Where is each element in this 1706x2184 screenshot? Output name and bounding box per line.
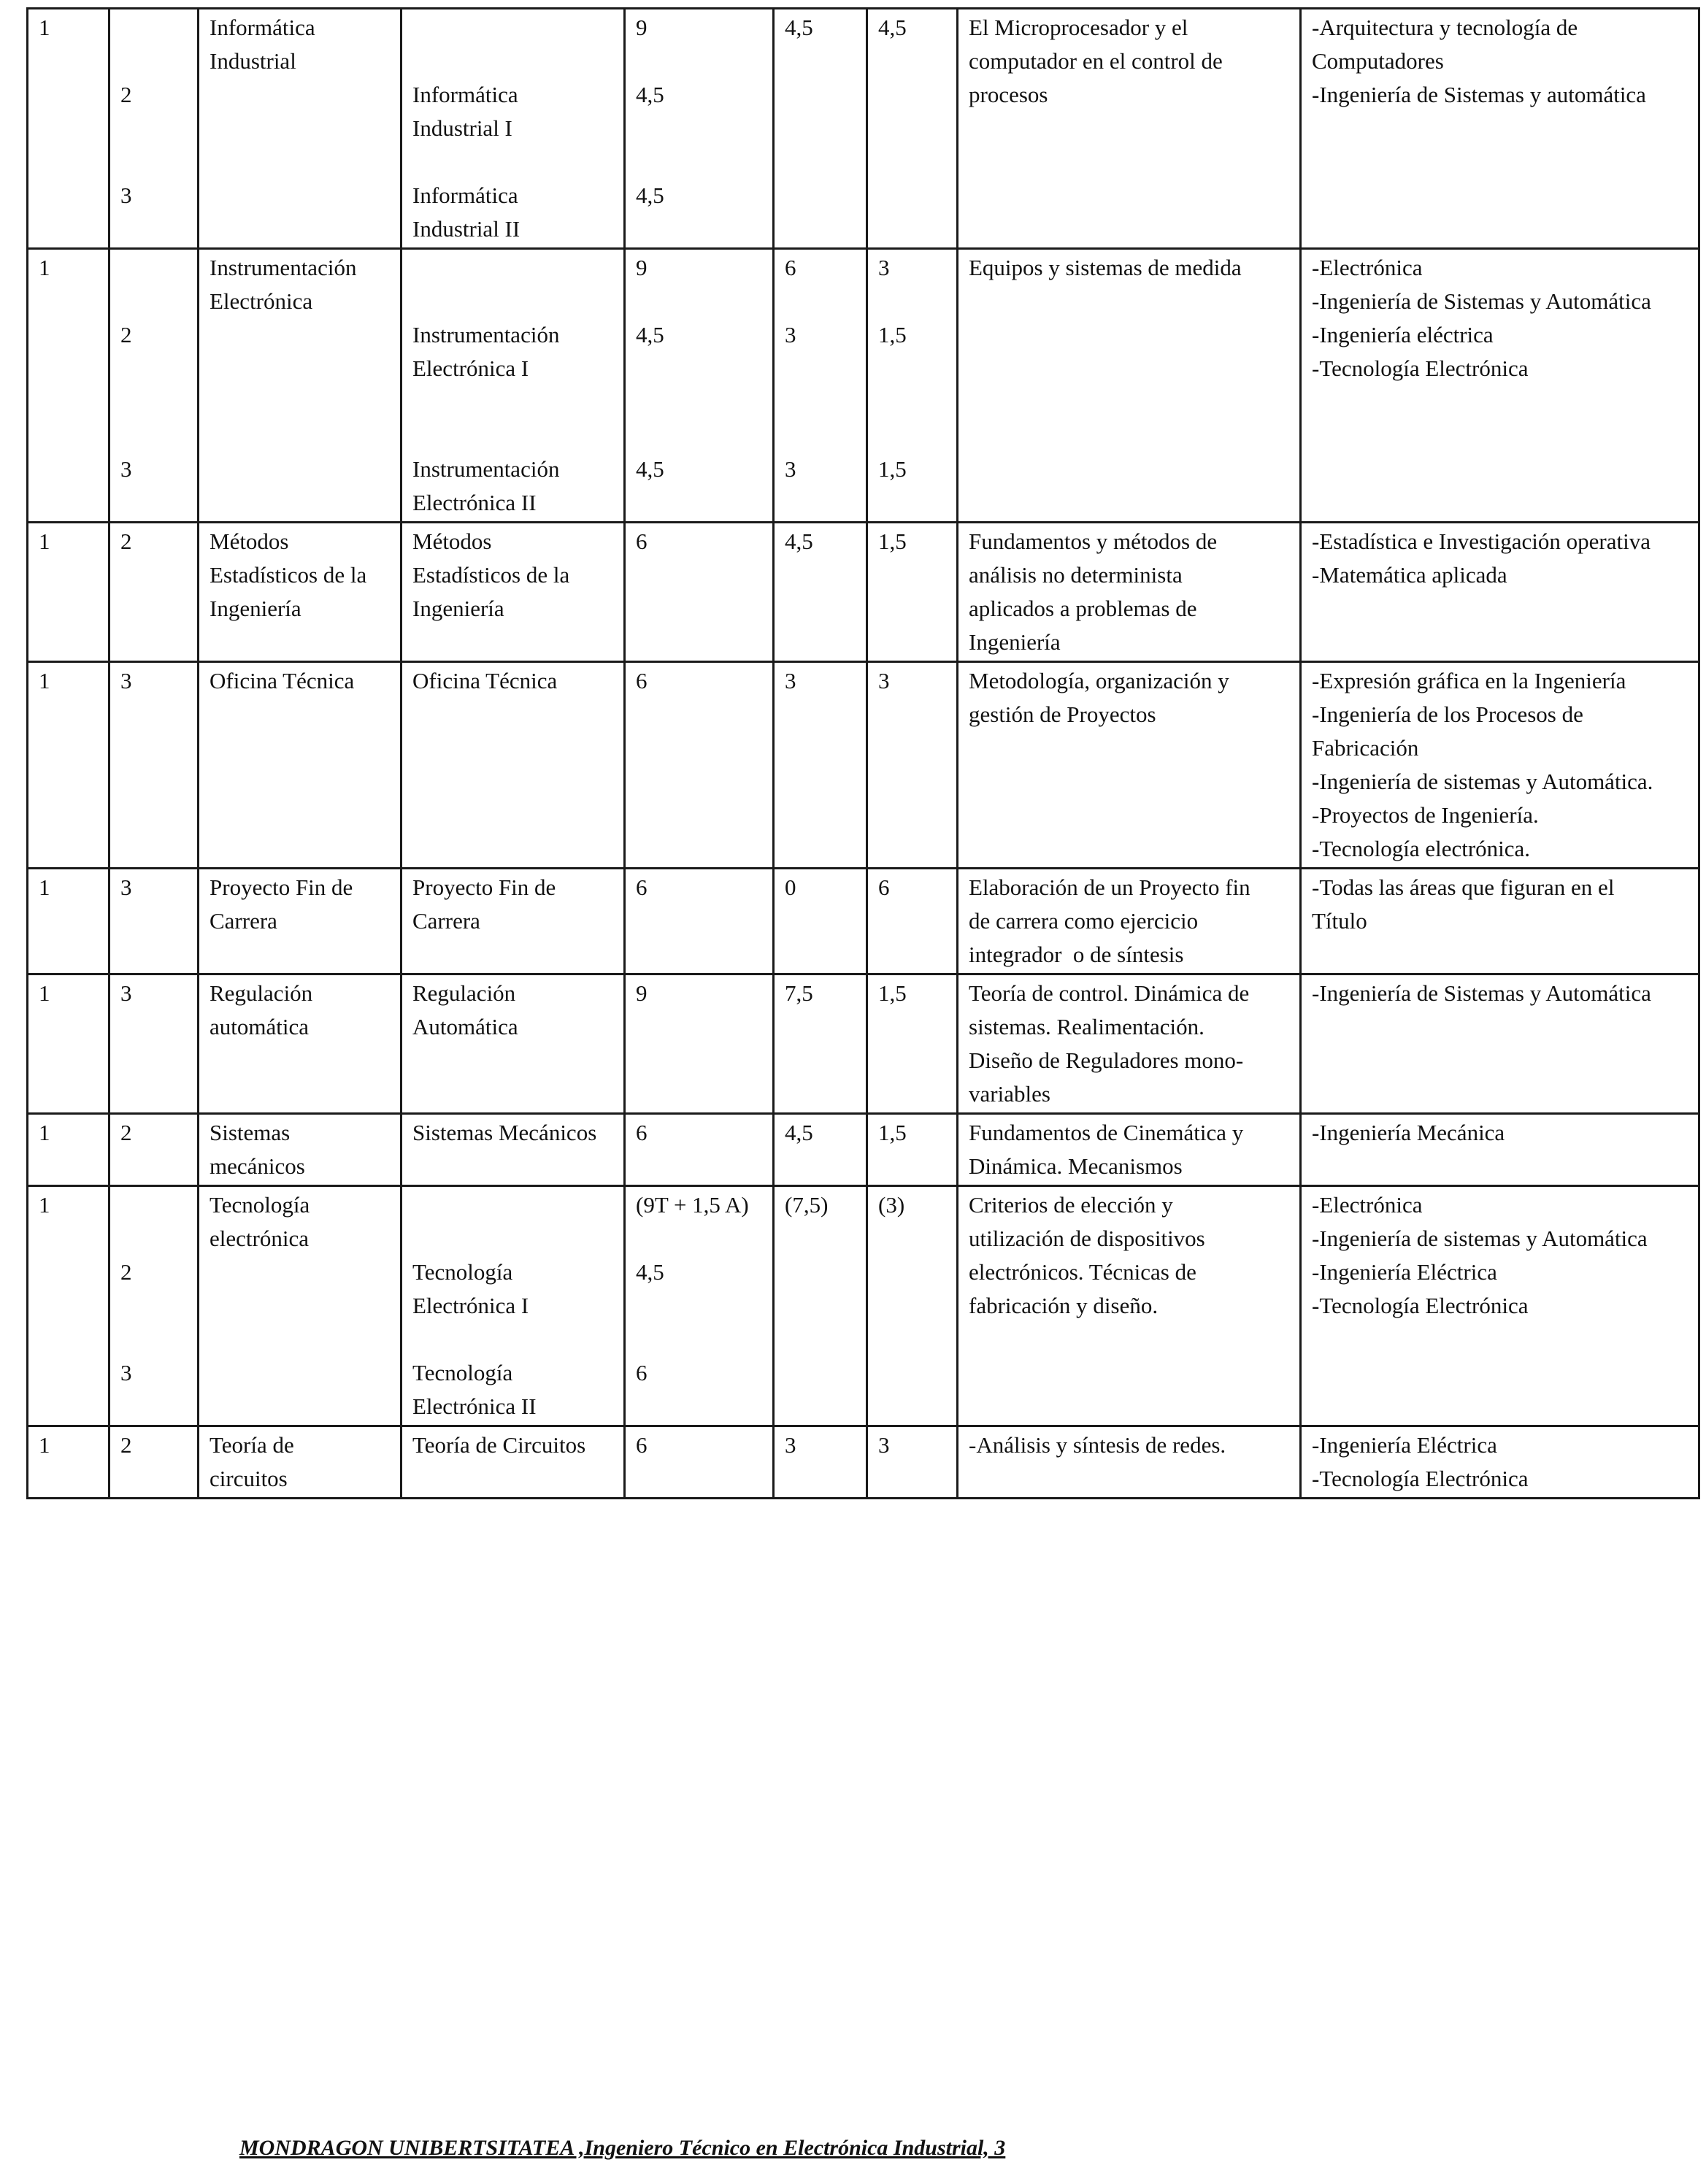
cell-text-line — [636, 45, 762, 78]
subject-cell — [199, 974, 401, 1114]
cell-text-line — [636, 285, 762, 318]
cell-text-line: Tecnología — [412, 1360, 513, 1385]
cell-text-line: computador en el control de — [969, 48, 1223, 74]
cell-text-line: -Proyectos de Ingeniería. — [1312, 802, 1539, 828]
cell-text-line: 4,5 — [636, 182, 664, 208]
cell-text-line: 4,5 — [785, 15, 813, 40]
cell-text-line: 6 — [878, 874, 890, 900]
description-cell — [958, 249, 1301, 523]
cell-text-line: 3 — [120, 1360, 132, 1385]
cell-text-line: -Ingeniería de sistemas y Automática — [1312, 1226, 1648, 1251]
cell-text-line: 6 — [785, 255, 796, 280]
cell-text-line: Fundamentos y métodos de — [969, 528, 1218, 554]
cell-text-line: Oficina Técnica — [412, 668, 558, 693]
cell-text-line — [785, 352, 856, 385]
theory-credits-cell — [774, 1186, 867, 1426]
cell-text-line: 3 — [120, 668, 132, 693]
cell-text-line: 2 — [120, 1120, 132, 1145]
theory-credits-cell — [774, 1426, 867, 1499]
year-cell — [109, 249, 199, 523]
cell-text-line — [636, 1323, 762, 1356]
cell-text-line: Estadísticos de la — [210, 562, 367, 588]
cell-text-line: Tecnología — [210, 1192, 310, 1218]
cell-text-line — [120, 1222, 187, 1256]
cell-text-line: -Ingeniería de Sistemas y Automática — [1312, 288, 1651, 314]
cell-text-line: 0 — [785, 874, 796, 900]
cell-text-line — [878, 385, 946, 419]
cell-text-line: 3 — [878, 1432, 890, 1458]
table-row — [28, 1186, 1699, 1426]
practice-credits-cell — [867, 249, 958, 523]
cell-text-line: -Ingeniería eléctrica — [1312, 322, 1494, 347]
total-credits-cell — [625, 249, 774, 523]
knowledge-areas-cell — [1301, 869, 1699, 974]
table-row — [28, 9, 1699, 249]
cell-text-line: análisis no determinista — [969, 562, 1183, 588]
cell-text-line: 4,5 — [636, 322, 664, 347]
table-row — [28, 523, 1699, 662]
cell-text-line: Teoría de — [210, 1432, 294, 1458]
cell-text-line — [636, 419, 762, 453]
cell-text-line: Sistemas — [210, 1120, 291, 1145]
cell-text-line: variables — [969, 1081, 1050, 1107]
description-cell — [958, 1114, 1301, 1186]
cell-text-line: -Ingeniería Mecánica — [1312, 1120, 1505, 1145]
cell-text-line: Tecnología — [412, 1259, 513, 1285]
cell-text-line: 3 — [120, 980, 132, 1006]
description-cell — [958, 1186, 1301, 1426]
cell-text-line: 1,5 — [878, 980, 907, 1006]
cell-text-line: 4,5 — [878, 15, 907, 40]
cell-text-line: Regulación — [210, 980, 313, 1006]
cell-text-line — [412, 285, 613, 318]
course-cell — [28, 9, 109, 249]
cell-text-line: Métodos — [412, 528, 492, 554]
cell-text-line: 1,5 — [878, 456, 907, 482]
cell-text-line: -Tecnología Electrónica — [1312, 355, 1529, 381]
theory-credits-cell — [774, 9, 867, 249]
subject-cell — [199, 1186, 401, 1426]
cell-text-line — [412, 1323, 613, 1356]
cell-text-line: El Microprocesador y el — [969, 15, 1188, 40]
year-cell — [109, 869, 199, 974]
course-subject-cell — [401, 1186, 625, 1426]
year-cell — [109, 523, 199, 662]
course-subject-cell — [401, 523, 625, 662]
course-subject-cell — [401, 1114, 625, 1186]
cell-text-line — [636, 112, 762, 145]
cell-text-line: Dinámica. Mecanismos — [969, 1153, 1183, 1179]
practice-credits-cell — [867, 1426, 958, 1499]
cell-text-line: Teoría de Circuitos — [412, 1432, 586, 1458]
total-credits-cell — [625, 9, 774, 249]
knowledge-areas-cell — [1301, 9, 1699, 249]
theory-credits-cell — [774, 523, 867, 662]
description-cell — [958, 869, 1301, 974]
cell-text-line: 3 — [878, 255, 890, 280]
cell-text-line: -Electrónica — [1312, 255, 1423, 280]
cell-text-line — [412, 385, 613, 419]
cell-text-line: mecánicos — [210, 1153, 305, 1179]
cell-text-line — [412, 11, 613, 45]
cell-text-line: 3 — [120, 182, 132, 208]
cell-text-line: 4,5 — [636, 1259, 664, 1285]
cell-text-line — [636, 385, 762, 419]
cell-text-line: utilización de dispositivos — [969, 1226, 1205, 1251]
knowledge-areas-cell — [1301, 1186, 1699, 1426]
cell-text-line — [120, 112, 187, 145]
cell-text-line: 2 — [120, 1259, 132, 1285]
subject-cell — [199, 1114, 401, 1186]
cell-text-line: Oficina Técnica — [210, 668, 355, 693]
cell-text-line: 6 — [636, 1120, 648, 1145]
cell-text-line: 1 — [39, 1120, 50, 1145]
subject-cell — [199, 1426, 401, 1499]
cell-text-line: electrónicos. Técnicas de — [969, 1259, 1196, 1285]
cell-text-line: -Ingeniería de Sistemas y Automática — [1312, 980, 1651, 1006]
cell-text-line: Electrónica I — [412, 1293, 529, 1318]
cell-text-line: -Tecnología electrónica. — [1312, 836, 1531, 861]
cell-text-line: Ingeniería — [412, 596, 504, 621]
practice-credits-cell — [867, 1186, 958, 1426]
cell-text-line: automática — [210, 1014, 309, 1039]
cell-text-line: 4,5 — [785, 1120, 813, 1145]
cell-text-line: Instrumentación — [210, 255, 357, 280]
year-cell — [109, 1186, 199, 1426]
course-subject-cell — [401, 869, 625, 974]
course-cell — [28, 523, 109, 662]
cell-text-line: Electrónica II — [412, 1393, 537, 1419]
cell-text-line: -Ingeniería Eléctrica — [1312, 1432, 1497, 1458]
subject-cell — [199, 523, 401, 662]
cell-text-line: Fundamentos de Cinemática y — [969, 1120, 1244, 1145]
theory-credits-cell — [774, 974, 867, 1114]
year-cell — [109, 662, 199, 869]
total-credits-cell — [625, 1186, 774, 1426]
cell-text-line: aplicados a problemas de — [969, 596, 1197, 621]
cell-text-line: Carrera — [210, 908, 277, 934]
cell-text-line: 3 — [120, 874, 132, 900]
cell-text-line — [412, 1188, 613, 1222]
cell-text-line: 9 — [636, 980, 648, 1006]
cell-text-line: Ingeniería — [210, 596, 301, 621]
total-credits-cell — [625, 974, 774, 1114]
cell-text-line — [878, 285, 946, 318]
cell-text-line: 2 — [120, 1432, 132, 1458]
table-row — [28, 869, 1699, 974]
cell-text-line: electrónica — [210, 1226, 309, 1251]
description-cell — [958, 523, 1301, 662]
cell-text-line: Criterios de elección y — [969, 1192, 1173, 1218]
total-credits-cell — [625, 1426, 774, 1499]
cell-text-line: -Electrónica — [1312, 1192, 1423, 1218]
cell-text-line: -Estadística e Investigación operativa — [1312, 528, 1651, 554]
knowledge-areas-cell — [1301, 249, 1699, 523]
cell-text-line: 3 — [785, 668, 796, 693]
cell-text-line: -Ingeniería de Sistemas y automática — [1312, 82, 1646, 107]
total-credits-cell — [625, 1114, 774, 1186]
description-cell — [958, 1426, 1301, 1499]
practice-credits-cell — [867, 974, 958, 1114]
year-cell — [109, 1426, 199, 1499]
course-subject-cell — [401, 249, 625, 523]
cell-text-line: -Todas las áreas que figuran en el — [1312, 874, 1615, 900]
cell-text-line: 1 — [39, 874, 50, 900]
cell-text-line: 6 — [636, 528, 648, 554]
cell-text-line: Elaboración de un Proyecto fin — [969, 874, 1250, 900]
cell-text-line: Métodos — [210, 528, 289, 554]
cell-text-line: 3 — [878, 668, 890, 693]
cell-text-line: 3 — [785, 322, 796, 347]
cell-text-line: Ingeniería — [969, 629, 1061, 655]
cell-text-line: -Tecnología Electrónica — [1312, 1466, 1529, 1491]
practice-credits-cell — [867, 1114, 958, 1186]
practice-credits-cell — [867, 662, 958, 869]
cell-text-line: 1 — [39, 15, 50, 40]
cell-text-line: Electrónica II — [412, 490, 537, 515]
cell-text-line — [785, 285, 856, 318]
cell-text-line: Carrera — [412, 908, 480, 934]
subject-cell — [199, 249, 401, 523]
cell-text-line — [412, 45, 613, 78]
cell-text-line: gestión de Proyectos — [969, 701, 1156, 727]
cell-text-line: 2 — [120, 322, 132, 347]
theory-credits-cell — [774, 662, 867, 869]
course-cell — [28, 1186, 109, 1426]
practice-credits-cell — [867, 523, 958, 662]
cell-text-line: 4,5 — [785, 528, 813, 554]
course-cell — [28, 662, 109, 869]
cell-text-line: 6 — [636, 668, 648, 693]
table-body — [28, 9, 1699, 1499]
cell-text-line: (3) — [878, 1192, 905, 1218]
cell-text-line: (9T + 1,5 A) — [636, 1192, 749, 1218]
cell-text-line: 6 — [636, 1432, 648, 1458]
page-footer: MONDRAGON UNIBERTSITATEA ,Ingeniero Técnico en Electrónica Industrial, 3 — [239, 2136, 1006, 2160]
cell-text-line: 4,5 — [636, 82, 664, 107]
description-cell — [958, 9, 1301, 249]
course-cell — [28, 1426, 109, 1499]
cell-text-line — [120, 385, 187, 419]
cell-text-line — [120, 285, 187, 318]
course-subject-cell — [401, 662, 625, 869]
cell-text-line — [878, 352, 946, 385]
cell-text-line — [412, 145, 613, 179]
course-cell — [28, 869, 109, 974]
knowledge-areas-cell — [1301, 1426, 1699, 1499]
cell-text-line: 1 — [39, 255, 50, 280]
cell-text-line: Estadísticos de la — [412, 562, 570, 588]
cell-text-line: Computadores — [1312, 48, 1444, 74]
cell-text-line — [412, 1222, 613, 1256]
cell-text-line: 3 — [785, 1432, 796, 1458]
cell-text-line: -Ingeniería de los Procesos de — [1312, 701, 1583, 727]
cell-text-line: 4,5 — [636, 456, 664, 482]
cell-text-line — [120, 145, 187, 179]
cell-text-line — [120, 11, 187, 45]
total-credits-cell — [625, 662, 774, 869]
year-cell — [109, 1114, 199, 1186]
theory-credits-cell — [774, 249, 867, 523]
theory-credits-cell — [774, 869, 867, 974]
cell-text-line: 1,5 — [878, 322, 907, 347]
cell-text-line: 1,5 — [878, 528, 907, 554]
cell-text-line: -Ingeniería de sistemas y Automática. — [1312, 769, 1653, 794]
cell-text-line: sistemas. Realimentación. — [969, 1014, 1204, 1039]
cell-text-line: Industrial I — [412, 115, 512, 141]
cell-text-line — [412, 419, 613, 453]
cell-text-line: Proyecto Fin de — [210, 874, 353, 900]
cell-text-line — [120, 1188, 187, 1222]
cell-text-line: Industrial — [210, 48, 296, 74]
cell-text-line: Regulación — [412, 980, 516, 1006]
total-credits-cell — [625, 869, 774, 974]
course-cell — [28, 1114, 109, 1186]
cell-text-line: Teoría de control. Dinámica de — [969, 980, 1250, 1006]
cell-text-line: 1 — [39, 528, 50, 554]
table-row — [28, 1426, 1699, 1499]
cell-text-line: Fabricación — [1312, 735, 1419, 761]
cell-text-line: Informática — [210, 15, 315, 40]
year-cell — [109, 974, 199, 1114]
cell-text-line — [636, 1289, 762, 1323]
cell-text-line — [636, 1222, 762, 1256]
subject-cell — [199, 869, 401, 974]
knowledge-areas-cell — [1301, 974, 1699, 1114]
cell-text-line: 1,5 — [878, 1120, 907, 1145]
cell-text-line: Sistemas Mecánicos — [412, 1120, 597, 1145]
cell-text-line: Automática — [412, 1014, 518, 1039]
subject-cell — [199, 662, 401, 869]
cell-text-line: Equipos y sistemas de medida — [969, 255, 1242, 280]
cell-text-line: 6 — [636, 874, 648, 900]
cell-text-line — [120, 1289, 187, 1323]
cell-text-line: (7,5) — [785, 1192, 829, 1218]
cell-text-line: 2 — [120, 528, 132, 554]
cell-text-line: -Análisis y síntesis de redes. — [969, 1432, 1226, 1458]
practice-credits-cell — [867, 9, 958, 249]
cell-text-line: -Expresión gráfica en la Ingeniería — [1312, 668, 1626, 693]
cell-text-line: Proyecto Fin de — [412, 874, 556, 900]
course-subject-cell — [401, 9, 625, 249]
cell-text-line — [120, 352, 187, 385]
cell-text-line: -Arquitectura y tecnología de — [1312, 15, 1578, 40]
cell-text-line: Informática — [412, 182, 518, 208]
cell-text-line: 9 — [636, 255, 648, 280]
cell-text-line: -Ingeniería Eléctrica — [1312, 1259, 1497, 1285]
cell-text-line: circuitos — [210, 1466, 288, 1491]
cell-text-line — [120, 45, 187, 78]
year-cell — [109, 9, 199, 249]
description-cell — [958, 974, 1301, 1114]
cell-text-line: 2 — [120, 82, 132, 107]
cell-text-line: Informática — [412, 82, 518, 107]
description-cell — [958, 662, 1301, 869]
cell-text-line — [878, 419, 946, 453]
course-cell — [28, 974, 109, 1114]
course-subject-cell — [401, 974, 625, 1114]
table-row — [28, 1114, 1699, 1186]
cell-text-line: Instrumentación — [412, 456, 560, 482]
cell-text-line — [636, 352, 762, 385]
cell-text-line: 1 — [39, 1432, 50, 1458]
knowledge-areas-cell — [1301, 1114, 1699, 1186]
theory-credits-cell — [774, 1114, 867, 1186]
cell-text-line: Industrial II — [412, 216, 520, 242]
cell-text-line — [120, 251, 187, 285]
cell-text-line: Título — [1312, 908, 1367, 934]
cell-text-line: integrador o de síntesis — [969, 942, 1184, 967]
total-credits-cell — [625, 523, 774, 662]
cell-text-line: Diseño de Reguladores mono- — [969, 1047, 1244, 1073]
course-subject-cell — [401, 1426, 625, 1499]
cell-text-line — [785, 419, 856, 453]
cell-text-line: Electrónica — [210, 288, 313, 314]
subject-cell — [199, 9, 401, 249]
table-row — [28, 974, 1699, 1114]
cell-text-line: 9 — [636, 15, 648, 40]
cell-text-line — [120, 1323, 187, 1356]
cell-text-line: Metodología, organización y — [969, 668, 1229, 693]
cell-text-line: fabricación y diseño. — [969, 1293, 1159, 1318]
cell-text-line: -Tecnología Electrónica — [1312, 1293, 1529, 1318]
practice-credits-cell — [867, 869, 958, 974]
cell-text-line — [636, 145, 762, 179]
cell-text-line: 3 — [785, 456, 796, 482]
cell-text-line: 1 — [39, 980, 50, 1006]
knowledge-areas-cell — [1301, 523, 1699, 662]
cell-text-line — [412, 251, 613, 285]
cell-text-line: 1 — [39, 1192, 50, 1218]
knowledge-areas-cell — [1301, 662, 1699, 869]
subjects-table — [26, 7, 1700, 1499]
cell-text-line: Electrónica I — [412, 355, 529, 381]
table-row — [28, 249, 1699, 523]
course-cell — [28, 249, 109, 523]
cell-text-line: 1 — [39, 668, 50, 693]
cell-text-line: de carrera como ejercicio — [969, 908, 1199, 934]
cell-text-line: 6 — [636, 1360, 648, 1385]
cell-text-line: 3 — [120, 456, 132, 482]
table-row — [28, 662, 1699, 869]
cell-text-line: Instrumentación — [412, 322, 560, 347]
cell-text-line: procesos — [969, 82, 1048, 107]
cell-text-line: -Matemática aplicada — [1312, 562, 1507, 588]
cell-text-line — [120, 419, 187, 453]
cell-text-line: 7,5 — [785, 980, 813, 1006]
cell-text-line — [785, 385, 856, 419]
